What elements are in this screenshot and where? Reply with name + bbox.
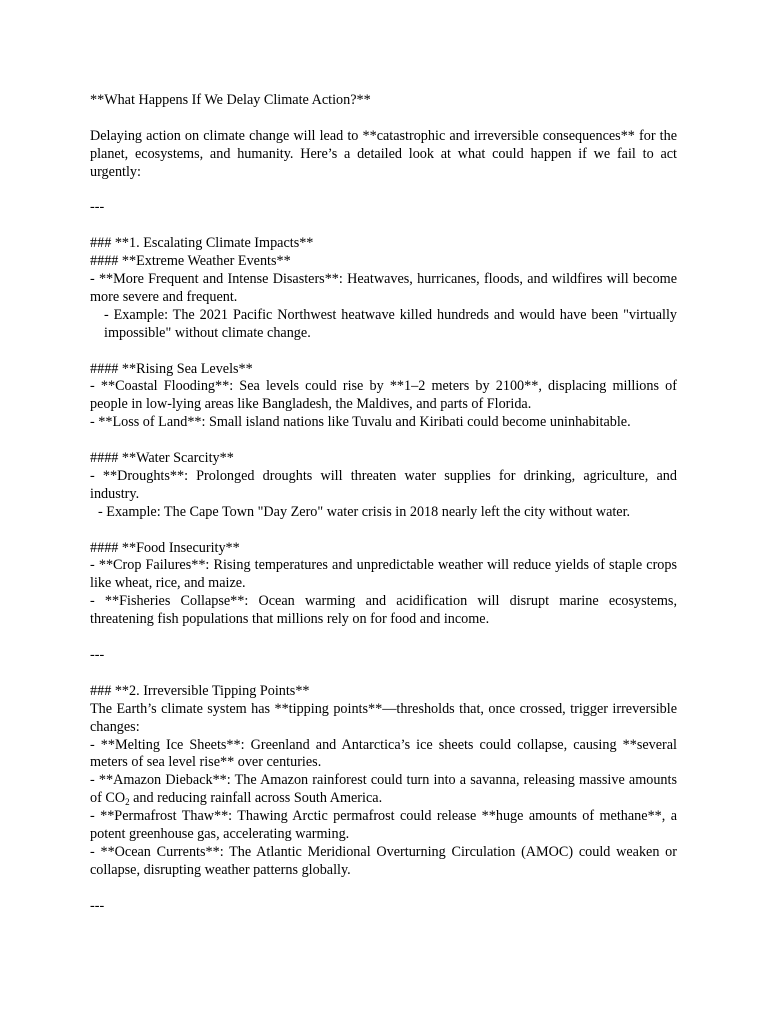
subscript-2: 2 — [125, 797, 130, 808]
blank-line — [90, 432, 677, 450]
sea-levels-heading: #### **Rising Sea Levels** — [90, 360, 253, 377]
section-2-heading: ### **2. Irreversible Tipping Points** — [90, 682, 310, 699]
separator: --- — [90, 897, 105, 914]
coastal-flooding-bullet: - **Coastal Flooding**: Sea levels could rise by **1–2 meters by 2100**, displacing millions of people in low-lying areas like Bangladesh, the Maldives, and parts of Florida. — [90, 378, 677, 413]
amazon-text-b: and reducing rainfall across South America. — [129, 790, 383, 807]
blank-line — [90, 665, 677, 683]
ocean-currents-bullet: - **Ocean Currents**: The Atlantic Meridional Overturning Circulation (AMOC) could weaken or collapse, disrupting weather patterns globally. — [90, 843, 677, 878]
amazon-text-a: - **Amazon Dieback**: The Amazon rainforest could turn into a savanna, releasing massive amounts of CO — [90, 772, 677, 807]
blank-line — [90, 522, 677, 540]
food-insecurity-heading: #### **Food Insecurity** — [90, 539, 240, 556]
separator: --- — [90, 646, 105, 663]
amazon-dieback-bullet — [90, 772, 677, 808]
tipping-points-intro: The Earth’s climate system has **tipping points**—thresholds that, once crossed, trigger irreversible changes: — [90, 700, 677, 735]
melting-ice-bullet: - **Melting Ice Sheets**: Greenland and Antarctica’s ice sheets could collapse, causing **several meters of sea level rise** over centuries. — [90, 736, 677, 771]
crop-failures-bullet: - **Crop Failures**: Rising temperatures and unpredictable weather will reduce yields of staple crops like wheat, rice, and maize. — [90, 557, 677, 592]
droughts-bullet: - **Droughts**: Prolonged droughts will threaten water supplies for drinking, agriculture, and industry. — [90, 467, 677, 502]
blank-line — [90, 217, 677, 235]
permafrost-bullet: - **Permafrost Thaw**: Thawing Arctic permafrost could release **huge amounts of methane**, a potent greenhouse gas, accelerating warming. — [90, 808, 677, 843]
water-scarcity-heading: #### **Water Scarcity** — [90, 450, 234, 467]
extreme-weather-heading: #### **Extreme Weather Events** — [90, 253, 291, 270]
separator: --- — [90, 199, 105, 216]
extreme-weather-bullet: - **More Frequent and Intense Disasters**: Heatwaves, hurricanes, floods, and wildfires will become more severe and frequent. — [90, 271, 677, 305]
document-title: **What Happens If We Delay Climate Action?** — [90, 92, 371, 108]
blank-line — [90, 629, 677, 647]
section-1-heading: ### **1. Escalating Climate Impacts** — [90, 235, 314, 252]
blank-line — [90, 182, 677, 200]
loss-of-land-bullet: - **Loss of Land**: Small island nations like Tuvalu and Kiribati could become uninhabitable. — [90, 414, 631, 431]
blank-line — [90, 880, 677, 898]
document-page — [90, 92, 677, 916]
intro-paragraph: Delaying action on climate change will lead to **catastrophic and irreversible consequences** for the planet, ecosystems, and humanity. Here’s a detailed look at what could happen if we fail to act urgently: — [90, 127, 677, 180]
droughts-example: - Example: The Cape Town "Day Zero" water crisis in 2018 nearly left the city without water. — [98, 503, 631, 520]
extreme-weather-example: - Example: The 2021 Pacific Northwest heatwave killed hundreds and would have been "virtually impossible" without climate change. — [104, 306, 677, 341]
blank-line — [90, 110, 677, 128]
blank-line — [90, 343, 677, 361]
fisheries-collapse-bullet: - **Fisheries Collapse**: Ocean warming and acidification will disrupt marine ecosystems, threatening fish populations that millions rely on for food and income. — [90, 593, 677, 628]
